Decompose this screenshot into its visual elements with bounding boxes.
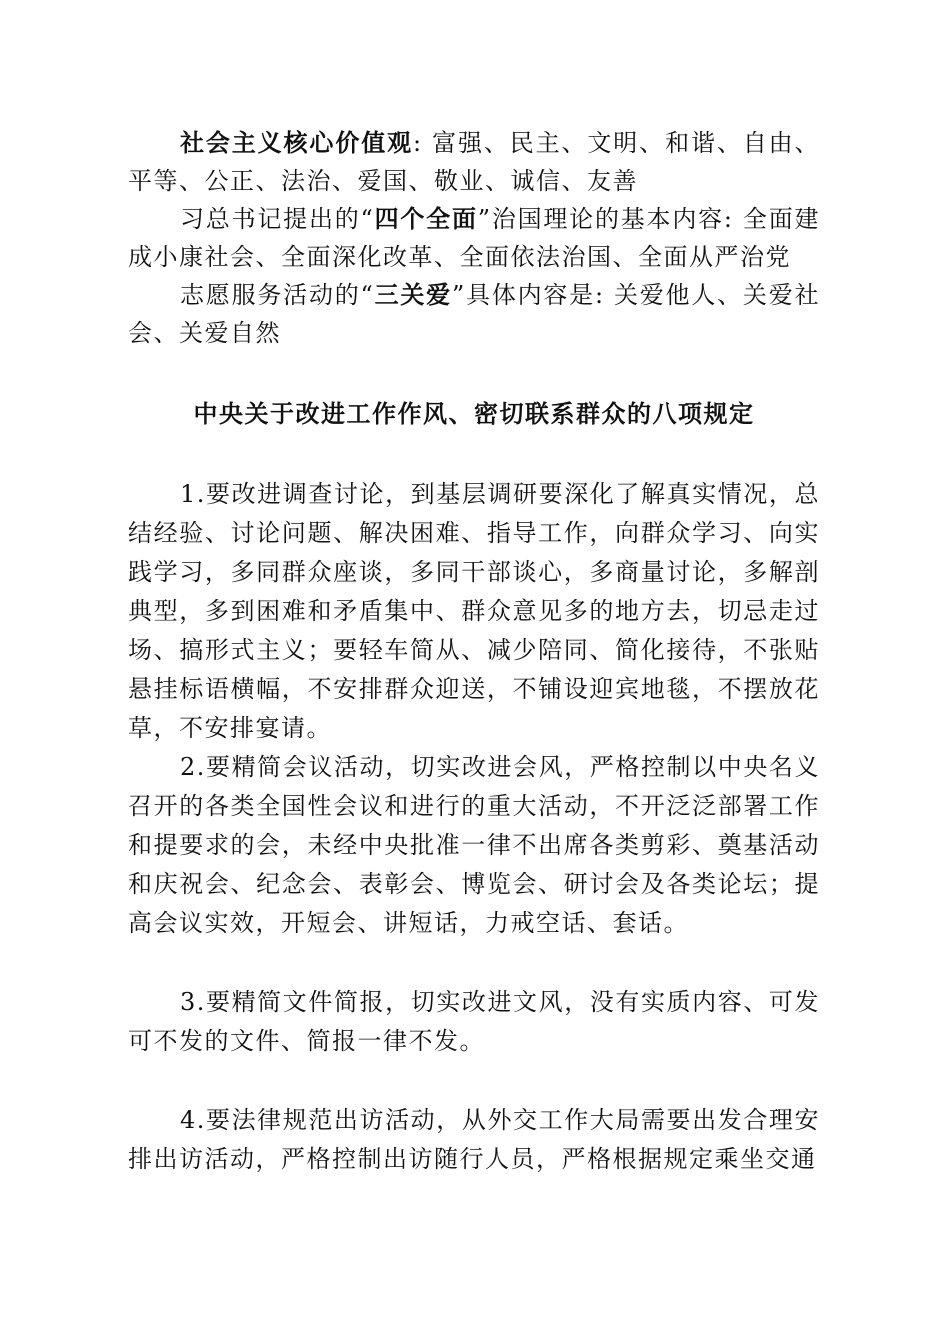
spacer <box>128 1061 820 1101</box>
intro-section <box>128 124 820 352</box>
rule-item-4: 4.要法律规范出访活动，从外交工作大局需要出发合理安排出访活动，严格控制出访随行人员，严格根据规定乘坐交通 <box>128 1106 820 1173</box>
core-values-paragraph <box>128 124 820 200</box>
three-cares-text: ”具体内容是: 关爱他人、关爱社会、关爱自然 <box>128 281 821 347</box>
four-comprehensives-text: ”治国理论的基本内容: 全面建成小康社会、全面深化改革、全面依法治国、全面从严治党 <box>128 205 820 271</box>
three-cares-term: 三关爱 <box>374 280 452 309</box>
three-cares-paragraph <box>128 276 820 352</box>
rule-item-3: 3.要精简文件简报，切实改进文风，没有实质内容、可发可不发的文件、简报一律不发。 <box>128 988 820 1055</box>
core-values-text: : 富强、民主、文明、和谐、自由、平等、公正、法治、爱国、敬业、诚信、友善 <box>128 129 820 195</box>
three-cares-prefix: 志愿服务活动的“ <box>180 281 375 309</box>
four-comprehensives-prefix: 习总书记提出的“ <box>180 205 375 233</box>
eight-rules-heading <box>128 394 820 433</box>
rule-item-1: 1.要改进调查讨论，到基层调研要深化了解真实情况，总结经验、讨论问题、解决困难、指导工作，向群众学习、向实践学习，多同群众座谈，多同干部谈心，多商量讨论，多解剖典型，多到困难和矛盾集中、群众意见多的地方去，切忌走过场、搞形式主义；要轻车简从、减少陪同、简化接待，不张贴悬挂标语横幅，不安排群众迎送，不铺设迎宾地毯，不摆放花草，不安排宴请。 <box>128 480 820 742</box>
spacer <box>128 433 820 475</box>
heading-prefix: 中央关于改进工作作风、密切联系群众的 <box>193 399 653 428</box>
core-values-term: 社会主义核心价值观 <box>180 128 413 157</box>
rule-item-2: 2.要精简会议活动，切实改进会风，严格控制以中央名义召开的各类全国性会议和进行的重大活动，不开泛泛部署工作和提要求的会，未经中央批准一律不出席各类剪彩、奠基活动和庆祝会、纪念会、表彰会、博览会、研讨会及各类论坛；提高会议实效，开短会、讲短话，力戒空话、套话。 <box>128 753 820 937</box>
spacer <box>128 352 820 394</box>
heading-bold-term: 八项规定 <box>652 399 755 428</box>
four-comprehensives-term: 四个全面 <box>374 204 478 233</box>
spacer <box>128 943 820 983</box>
document-body <box>128 124 820 1179</box>
four-comprehensives-paragraph <box>128 200 820 276</box>
